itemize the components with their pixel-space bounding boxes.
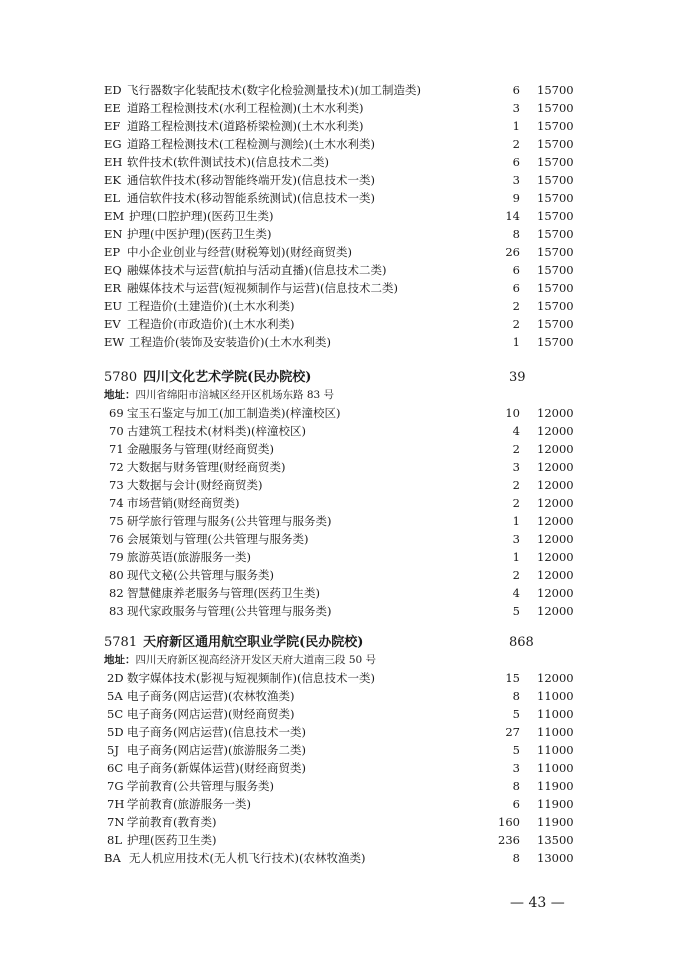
major-name: 数字媒体技术(影视与短视频制作)(信息技术一类) bbox=[127, 671, 375, 685]
enrollment-count: 3 bbox=[512, 460, 520, 474]
tuition-fee: 15700 bbox=[537, 119, 574, 133]
table-row bbox=[0, 171, 680, 189]
major-name: 古建筑工程技术(材料类)(梓潼校区) bbox=[127, 424, 306, 438]
major-code: 76 bbox=[109, 532, 124, 546]
major-code: EH bbox=[104, 155, 123, 169]
table-row bbox=[0, 831, 680, 849]
tuition-fee: 12000 bbox=[537, 586, 574, 600]
table-row bbox=[0, 494, 680, 512]
enrollment-count: 2 bbox=[512, 317, 520, 331]
enrollment-count: 8 bbox=[512, 779, 520, 793]
major-name: 现代家政服务与管理(公共管理与服务类) bbox=[127, 604, 332, 618]
enrollment-count: 1 bbox=[512, 119, 520, 133]
tuition-fee: 12000 bbox=[537, 514, 574, 528]
tuition-fee: 12000 bbox=[537, 496, 574, 510]
table-row bbox=[0, 741, 680, 759]
major-code: 72 bbox=[109, 460, 124, 474]
address-text: 四川省绵阳市涪城区经开区机场东路 83 号 bbox=[135, 389, 335, 401]
table-row bbox=[0, 723, 680, 741]
major-name: 通信软件技术(移动智能系统测试)(信息技术一类) bbox=[127, 191, 375, 205]
major-name: 现代文秘(公共管理与服务类) bbox=[127, 568, 274, 582]
major-name: 电子商务(网店运营)(农林牧渔类) bbox=[127, 689, 295, 703]
tuition-fee: 15700 bbox=[537, 191, 574, 205]
table-row bbox=[0, 404, 680, 422]
major-code: 83 bbox=[109, 604, 124, 618]
enrollment-count: 6 bbox=[512, 797, 520, 811]
enrollment-count: 1 bbox=[512, 514, 520, 528]
enrollment-count: 6 bbox=[512, 263, 520, 277]
tuition-fee: 15700 bbox=[537, 101, 574, 115]
enrollment-count: 2 bbox=[512, 137, 520, 151]
table-row bbox=[0, 458, 680, 476]
enrollment-count: 2 bbox=[512, 496, 520, 510]
table-row bbox=[0, 261, 680, 279]
tuition-fee: 15700 bbox=[537, 335, 574, 349]
tuition-fee: 12000 bbox=[537, 460, 574, 474]
enrollment-count: 15 bbox=[505, 671, 520, 685]
enrollment-count: 8 bbox=[512, 227, 520, 241]
table-row bbox=[0, 687, 680, 705]
major-code: 79 bbox=[109, 550, 124, 564]
tuition-fee: 11000 bbox=[537, 761, 574, 775]
enrollment-count: 3 bbox=[512, 761, 520, 775]
tuition-fee: 15700 bbox=[537, 209, 574, 223]
major-name: 护理(口腔护理)(医药卫生类) bbox=[129, 209, 274, 223]
institution-header bbox=[104, 633, 604, 653]
table-row bbox=[0, 584, 680, 602]
enrollment-count: 4 bbox=[512, 586, 520, 600]
table-row bbox=[0, 440, 680, 458]
table-row bbox=[0, 759, 680, 777]
table-row bbox=[0, 777, 680, 795]
table-row bbox=[0, 333, 680, 351]
major-code: 7N bbox=[107, 815, 125, 829]
institution-total: 868 bbox=[509, 635, 534, 650]
table-row bbox=[0, 849, 680, 867]
major-name: 工程造价(装饰及安装造价)(土木水利类) bbox=[129, 335, 331, 349]
major-code: ED bbox=[104, 83, 122, 97]
institution-total: 39 bbox=[509, 370, 526, 385]
page-number: — 43 — bbox=[510, 895, 565, 911]
major-name: 电子商务(网店运营)(旅游服务二类) bbox=[127, 743, 306, 757]
major-name: 飞行器数字化装配技术(数字化检验测量技术)(加工制造类) bbox=[127, 83, 421, 97]
tuition-fee: 15700 bbox=[537, 173, 574, 187]
table-row bbox=[0, 530, 680, 548]
tuition-fee: 12000 bbox=[537, 442, 574, 456]
enrollment-count: 14 bbox=[505, 209, 520, 223]
table-row bbox=[0, 566, 680, 584]
major-name: 研学旅行管理与服务(公共管理与服务类) bbox=[127, 514, 332, 528]
table-row bbox=[0, 99, 680, 117]
major-name: 工程造价(土建造价)(土木水利类) bbox=[127, 299, 295, 313]
major-code: EP bbox=[104, 245, 121, 259]
major-code: 5J bbox=[107, 743, 119, 757]
enrollment-count: 26 bbox=[505, 245, 520, 259]
enrollment-count: 5 bbox=[512, 743, 520, 757]
tuition-fee: 15700 bbox=[537, 263, 574, 277]
enrollment-count: 27 bbox=[505, 725, 520, 739]
major-name: 学前教育(教育类) bbox=[127, 815, 217, 829]
major-code: 2D bbox=[107, 671, 124, 685]
tuition-fee: 15700 bbox=[537, 317, 574, 331]
tuition-fee: 12000 bbox=[537, 550, 574, 564]
table-row bbox=[0, 279, 680, 297]
tuition-fee: 15700 bbox=[537, 245, 574, 259]
enrollment-count: 5 bbox=[512, 604, 520, 618]
tuition-fee: 13500 bbox=[537, 833, 574, 847]
enrollment-count: 1 bbox=[512, 550, 520, 564]
major-code: EE bbox=[104, 101, 121, 115]
major-name: 学前教育(公共管理与服务类) bbox=[127, 779, 274, 793]
tuition-fee: 11900 bbox=[537, 797, 574, 811]
major-code: EK bbox=[104, 173, 121, 187]
major-code: 7G bbox=[107, 779, 124, 793]
enrollment-count: 3 bbox=[512, 101, 520, 115]
enrollment-count: 8 bbox=[512, 851, 520, 865]
tuition-fee: 15700 bbox=[537, 227, 574, 241]
institution-code: 5781 bbox=[104, 635, 138, 650]
major-code: EG bbox=[104, 137, 122, 151]
major-code: EV bbox=[104, 317, 121, 331]
major-code: EL bbox=[104, 191, 121, 205]
major-code: 5A bbox=[107, 689, 123, 703]
tuition-fee: 12000 bbox=[537, 424, 574, 438]
major-code: 71 bbox=[109, 442, 124, 456]
enrollment-count: 6 bbox=[512, 281, 520, 295]
table-row bbox=[0, 207, 680, 225]
enrollment-count: 3 bbox=[512, 173, 520, 187]
enrollment-count: 6 bbox=[512, 83, 520, 97]
major-name: 工程造价(市政造价)(土木水利类) bbox=[127, 317, 295, 331]
major-code: EW bbox=[104, 335, 125, 349]
major-code: 80 bbox=[109, 568, 124, 582]
enrollment-count: 3 bbox=[512, 532, 520, 546]
major-code: 73 bbox=[109, 478, 124, 492]
table-row bbox=[0, 153, 680, 171]
tuition-fee: 11000 bbox=[537, 743, 574, 757]
tuition-fee: 11000 bbox=[537, 725, 574, 739]
table-row bbox=[0, 813, 680, 831]
major-code: 75 bbox=[109, 514, 124, 528]
major-name: 电子商务(网店运营)(信息技术一类) bbox=[127, 725, 306, 739]
major-name: 护理(医药卫生类) bbox=[127, 833, 217, 847]
table-row bbox=[0, 81, 680, 99]
address-label: 地址： bbox=[104, 389, 136, 401]
enrollment-count: 2 bbox=[512, 299, 520, 313]
enrollment-count: 236 bbox=[498, 833, 520, 847]
enrollment-count: 160 bbox=[498, 815, 520, 829]
tuition-fee: 15700 bbox=[537, 281, 574, 295]
tuition-fee: 11000 bbox=[537, 707, 574, 721]
major-name: 电子商务(新媒体运营)(财经商贸类) bbox=[127, 761, 306, 775]
table-row bbox=[0, 602, 680, 620]
table-row bbox=[0, 548, 680, 566]
enrollment-count: 6 bbox=[512, 155, 520, 169]
table-row bbox=[0, 795, 680, 813]
major-name: 学前教育(旅游服务一类) bbox=[127, 797, 251, 811]
major-code: 8L bbox=[107, 833, 122, 847]
major-name: 软件技术(软件测试技术)(信息技术二类) bbox=[127, 155, 329, 169]
tuition-fee: 12000 bbox=[537, 532, 574, 546]
major-name: 大数据与会计(财经商贸类) bbox=[127, 478, 263, 492]
tuition-fee: 11900 bbox=[537, 779, 574, 793]
enrollment-count: 9 bbox=[512, 191, 520, 205]
major-name: 道路工程检测技术(工程检测与测绘)(土木水利类) bbox=[127, 137, 375, 151]
institution-address bbox=[104, 652, 376, 668]
tuition-fee: 11900 bbox=[537, 815, 574, 829]
major-code: 82 bbox=[109, 586, 124, 600]
major-name: 金融服务与管理(财经商贸类) bbox=[127, 442, 274, 456]
major-name: 会展策划与管理(公共管理与服务类) bbox=[127, 532, 309, 546]
enrollment-count: 4 bbox=[512, 424, 520, 438]
major-code: BA bbox=[104, 851, 121, 865]
table-row bbox=[0, 476, 680, 494]
major-code: 5C bbox=[107, 707, 124, 721]
table-row bbox=[0, 669, 680, 687]
table-row bbox=[0, 117, 680, 135]
major-code: 5D bbox=[107, 725, 124, 739]
major-code: EU bbox=[104, 299, 123, 313]
major-name: 智慧健康养老服务与管理(医药卫生类) bbox=[127, 586, 320, 600]
tuition-fee: 12000 bbox=[537, 568, 574, 582]
tuition-fee: 11000 bbox=[537, 689, 574, 703]
table-row bbox=[0, 705, 680, 723]
institution-code: 5780 bbox=[104, 370, 138, 385]
major-name: 无人机应用技术(无人机飞行技术)(农林牧渔类) bbox=[129, 851, 366, 865]
institution-address bbox=[104, 387, 334, 403]
table-row bbox=[0, 135, 680, 153]
tuition-fee: 15700 bbox=[537, 299, 574, 313]
institution-name: 四川文化艺术学院(民办院校) bbox=[143, 370, 312, 385]
major-name: 旅游英语(旅游服务一类) bbox=[127, 550, 251, 564]
tuition-fee: 15700 bbox=[537, 155, 574, 169]
enrollment-count: 2 bbox=[512, 442, 520, 456]
major-name: 道路工程检测技术(道路桥梁检测)(土木水利类) bbox=[127, 119, 364, 133]
major-name: 融媒体技术与运营(短视频制作与运营)(信息技术二类) bbox=[127, 281, 398, 295]
major-code: EN bbox=[104, 227, 123, 241]
tuition-fee: 15700 bbox=[537, 137, 574, 151]
tuition-fee: 13000 bbox=[537, 851, 574, 865]
major-code: 70 bbox=[109, 424, 124, 438]
enrollment-count: 10 bbox=[505, 406, 520, 420]
major-code: EF bbox=[104, 119, 121, 133]
major-name: 融媒体技术与运营(航拍与活动直播)(信息技术二类) bbox=[127, 263, 387, 277]
address-text: 四川天府新区视高经济开发区天府大道南三段 50 号 bbox=[135, 654, 377, 666]
table-row bbox=[0, 315, 680, 333]
major-code: 7H bbox=[107, 797, 125, 811]
major-name: 宝玉石鉴定与加工(加工制造类)(梓潼校区) bbox=[127, 406, 341, 420]
major-name: 中小企业创业与经营(财税筹划)(财经商贸类) bbox=[127, 245, 352, 259]
tuition-fee: 12000 bbox=[537, 671, 574, 685]
enrollment-count: 8 bbox=[512, 689, 520, 703]
major-code: 69 bbox=[109, 406, 124, 420]
institution-name: 天府新区通用航空职业学院(民办院校) bbox=[143, 635, 364, 650]
major-code: ER bbox=[104, 281, 122, 295]
enrollment-count: 1 bbox=[512, 335, 520, 349]
major-code: EM bbox=[104, 209, 125, 223]
institution-header bbox=[104, 368, 604, 388]
table-row bbox=[0, 225, 680, 243]
table-row bbox=[0, 243, 680, 261]
major-code: 6C bbox=[107, 761, 124, 775]
major-name: 大数据与财务管理(财经商贸类) bbox=[127, 460, 286, 474]
tuition-fee: 12000 bbox=[537, 406, 574, 420]
enrollment-count: 2 bbox=[512, 568, 520, 582]
major-name: 电子商务(网店运营)(财经商贸类) bbox=[127, 707, 295, 721]
enrollment-count: 2 bbox=[512, 478, 520, 492]
tuition-fee: 15700 bbox=[537, 83, 574, 97]
major-name: 市场营销(财经商贸类) bbox=[127, 496, 240, 510]
major-name: 道路工程检测技术(水利工程检测)(土木水利类) bbox=[127, 101, 364, 115]
table-row bbox=[0, 422, 680, 440]
major-code: EQ bbox=[104, 263, 122, 277]
address-label: 地址： bbox=[104, 654, 136, 666]
tuition-fee: 12000 bbox=[537, 478, 574, 492]
major-name: 通信软件技术(移动智能终端开发)(信息技术一类) bbox=[127, 173, 375, 187]
table-row bbox=[0, 512, 680, 530]
tuition-fee: 12000 bbox=[537, 604, 574, 618]
enrollment-count: 5 bbox=[512, 707, 520, 721]
table-row bbox=[0, 297, 680, 315]
table-row bbox=[0, 189, 680, 207]
major-code: 74 bbox=[109, 496, 124, 510]
major-name: 护理(中医护理)(医药卫生类) bbox=[127, 227, 272, 241]
